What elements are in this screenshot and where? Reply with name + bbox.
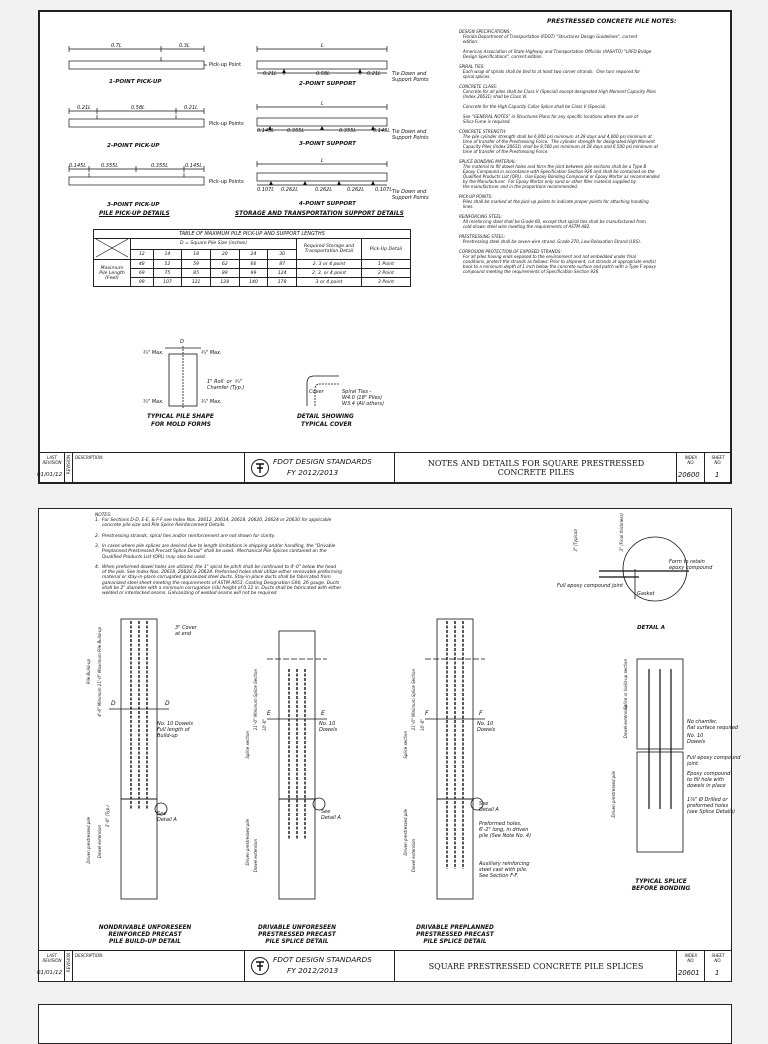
table-cell: 85 [182,269,211,278]
table-cell: 52 [153,260,182,269]
chamfer-label: 1" Roll or ¾" Chamfer (Typ.) [207,379,245,391]
pick-up-point-label: Pick-up Point [209,62,242,68]
epoxy-fill-label: Epoxy compound to fill hole with dowels in place [687,771,731,789]
description-cell [73,453,245,483]
section-d-1: D [111,700,116,707]
vertical-label: Driven prestressed pile [245,819,250,866]
detail-title-2: DRIVABLE UNFORESEEN PRESTRESSED PRECAST PILE SPLICE DETAIL [258,925,336,945]
table-cell: 62 [210,260,239,269]
gasket-label: Gasket [637,591,655,597]
cover-detail-title: DETAIL SHOWING [297,414,354,420]
dim-1pt-b: 0.3L [179,43,190,49]
cover-at-end-label: 3" Cover at end [175,625,197,637]
dim-2pt-a: 0.21L [77,105,91,111]
index-label: INDEX NO. [684,455,698,465]
see-detail-a-3: See Detail A [479,801,499,813]
description-cell [73,951,245,981]
preformed-holes-label: Preformed holes, 6'-2" long, in driven pile (See Note No. 4) [479,821,532,839]
vertical-label: Dowel extension [411,839,416,873]
last-revision-label: LAST REVISION [42,953,62,963]
section-f-1: F [425,710,429,717]
table-cell: 2 Point [362,269,411,278]
sheet-title-cell [395,951,677,981]
size-col: 30 [268,249,297,260]
typical-shape-title-2: FOR MOLD FORMS [151,422,211,428]
shape-d-label: D [180,339,184,345]
dowels-full-label: No. 10 Dowels Full length of Build-up [157,721,193,739]
auxiliary-steel-label: Auxiliary reinforcing steel cast with pile. See Section F-F. [479,861,530,879]
dim-2sup-b: 0.58L [316,71,330,77]
size-col: 18 [182,249,211,260]
sheet-no-label: SHEET NO. [711,455,725,465]
table-cell: 87 [268,260,297,269]
title-block [39,452,731,483]
revision-date: 01/01/12 [37,472,63,478]
table-cell: 69 [131,269,154,278]
four-point-support-label: 4-POINT SUPPORT [299,201,356,207]
vertical-label: Splice section [403,731,408,759]
dim-2sup-c: 0.21L [367,71,381,77]
vertical-label: 21'-0" Minimum Splice Section [411,669,416,731]
two-point-support-label: 2-POINT SUPPORT [299,81,356,87]
table-cell: 121 [182,278,211,287]
spiral-ties-label: Spiral Ties - W4.0 (18" Piles) W3.4 (All others) [342,389,385,407]
detail-a-title: DETAIL A [637,625,666,631]
table-cell: 178 [268,278,297,287]
table-cell: 75 [153,269,182,278]
description-label: DESCRIPTION: [75,953,104,958]
no-chamfer-label: No chamfer, flat surface required [687,719,739,731]
vertical-label: 10'-6" [420,719,425,732]
vertical-label: 2'-6" (Typ.) [105,805,110,828]
table-corner [94,239,131,260]
section-e-1: E [267,710,271,717]
vertical-label: Splice section [245,731,250,759]
table-cell: 3 or 4 point [297,278,362,287]
index-number: 20600 [678,471,700,479]
size-col: 14 [153,249,182,260]
sheet-no-cell [705,453,731,483]
dim-3pt-d: 0.145L [185,163,203,169]
row-label: Maximum Pile Length (Feet) [94,260,131,287]
dim-4sup-b: 0.262L [281,187,299,193]
cover-detail-title-2: TYPICAL COVER [301,422,352,428]
fiscal-year: FY 2012/2013 [287,966,339,975]
section-e-2: E [321,710,325,717]
splice-drawings [39,509,736,983]
max-label-2: ¾" Max. [201,350,222,356]
table-pickup-header: Pick-Up Detail [362,239,411,260]
full-joint-label-2: Full epoxy compound joint [687,755,741,767]
one-point-pickup-label: 1-POINT PICK-UP [109,79,162,85]
table-cell: 59 [182,260,211,269]
vertical-label: 21'-0" Minimum Splice Section [253,669,258,731]
dim-2pt-b: 0.58L [131,105,145,111]
dim-4sup-a: 0.107L [257,187,275,193]
dim-2sup-L: L [321,43,324,49]
vertical-label: 10'-6" [262,719,267,732]
description-label: DESCRIPTION: [75,455,104,460]
revision-date: 01/01/12 [37,970,63,976]
vertical-label: 3" (Typical) [573,529,578,552]
table-cell: 128 [210,278,239,287]
index-number: 20601 [678,969,700,977]
index-cell [677,453,705,483]
title-block-2 [39,950,731,981]
vertical-label: 3" (Final thickness) [619,513,624,552]
table-cell: 48 [131,260,154,269]
three-point-pickup-label: 3-POINT PICK-UP [107,202,160,208]
cover-label: Cover [309,389,324,395]
tie-down-label-1: Tie Down and Support Points [392,71,429,83]
max-label-4: ¾" Max. [201,399,222,405]
see-detail-a-1: See Detail A [157,811,177,823]
dim-1pt-a: 0.7L [111,43,122,49]
dim-3pt-a: 0.145L [69,163,87,169]
three-point-support-label: 3-POINT SUPPORT [299,141,356,147]
vertical-label: Dowel extension [623,705,628,739]
table-cell: 99 [131,278,154,287]
sheet-20601 [37,508,741,982]
table-size-header: D = Square Pile Size (inches) [131,239,297,250]
dim-3sup-L: L [321,101,324,107]
table-cell: 2, 3, or 4 point [297,269,362,278]
table-cell: 1 Point [362,260,411,269]
last-revision-cell [39,453,65,483]
fdot-logo-icon [251,459,269,477]
detail-title-1: NONDRIVABLE UNFORESEEN REINFORCED PRECAST PILE BUILD-UP DETAIL [98,925,192,945]
vertical-label: Driven prestressed pile [611,771,616,818]
max-pile-length-table [93,229,411,287]
table-cell: 3 Point [362,278,411,287]
form-retain-label: Form to retain epoxy compound [669,559,713,571]
tie-down-label-3: Tie Down and Support Points [392,189,429,201]
last-revision-cell [39,951,65,981]
notes-title: PRESTRESSED CONCRETE PILE NOTES: [547,18,677,25]
revision-label: REVISION [66,953,71,973]
vertical-label: Driven prestressed pile [86,817,91,864]
section-f-2: F [479,710,483,717]
org-cell [245,951,395,981]
max-label-3: ¾" Max. [143,399,164,405]
two-point-pickup-label: 2-POINT PICK-UP [107,143,160,149]
max-label-1: ¾" Max. [143,350,164,356]
vertical-label: Dowel extension [97,825,102,859]
dim-3sup-a: 0.145L [257,128,275,134]
dim-2sup-a: 0.21L [263,71,277,77]
size-col: 24 [239,249,268,260]
revision-cell [65,951,73,981]
sheet-title: NOTES AND DETAILS FOR SQUARE PRESTRESSED CONCRETE PILES [427,459,645,477]
prestressed-pile-notes: DESIGN SPECIFICATIONS: Florida Department of Transportation (FDOT) "Structures Design Guidelines", current edition. American Association of State Highway and Transportation Officials (AASHTO) "LRFD Bridge Design Specifications", current edition. SPIRAL TIES: Each wrap of spirals shall be tied to at least two corner strands. One turn required for spiral splices. CONCRETE CLASS: Concrete for all piles shall be Class V (Special) except designated High Moment Capacity Piles (Index 20631) shall be Class VI. Concrete for the High Capacity Collar Splice shall be Class V (Special). See "GENERAL NOTES" in Structures Plans for any specific locations where the use of Silica Fume is required. CONCRETE STRENGTH: The pile cylinder strength shall be 6,000 psi minimum at 28 days and 4,000 psi minimum at time of transfer of the Prestressing Force. The cylinder strength for designated High Moment Capacity Piles (Index 20631) shall be 8,500 psi minimum at 28 days and 6,500 psi minimum at time of transfer of the Prestressing Force. SPLICE BONDING MATERIAL: The material to fill dowel holes and form the joint between pile sections shall be a Type B Epoxy Compound in accordance with Specification Section 926 and shall be contained on the Qualified Products List (QPL). Use Epoxy Bonding Compound or Epoxy Mortar as recommended by the Manufacturer. For Epoxy Mortar only sand or other filler material supplied by the manufacturer and in the proportions recommended. PICK-UP POINTS: Piles shall be marked at the pick-up points to indicate proper points for attaching handling lines. REINFORCING STEEL: All reinforcing steel shall be Grade 60, except that spiral ties shall be manufactured from cold-drawn steel wire meeting the requirements of ASTM A82. PRESTRESSING STEEL: Prestressing steel shall be seven-wire strand, Grade 270, Low-Relaxation Strand (LRS). CORROSION PROTECTION OF EXPOSED STRANDS: For all piles having ends exposed to the environment and not embedded under final conditions, protect the strands as follows: Prior to shipment, cut strands at appropriate end(s) back to a minimum depth of 1 inch below the concrete surface and patch with a Type F epoxy compound meeting the requirements of Specification Section 926. [459,29,660,274]
tie-down-label-2: Tie Down and Support Points [392,129,429,141]
dim-3sup-c: 0.355L [339,128,357,134]
table-storage-header: Required Storage and Transportation Detail [297,239,362,260]
sheet-title-cell [395,453,677,483]
revision-label: REVISION [66,455,71,475]
drilled-holes-label: 1⅝" Ø Drilled or preformed holes (see Splice Details) [687,797,736,815]
org-name: FDOT DESIGN STANDARDS [273,457,372,466]
table-cell: 99 [239,269,268,278]
dim-4sup-e: 0.107L [375,187,393,193]
sheet-number: 1 [715,969,720,977]
pick-up-points-label-2: Pick-up Points [209,121,244,127]
pick-up-points-label-3: Pick-up Points [209,179,244,185]
vertical-label: Splice or build-up section [623,659,628,710]
size-col: 20 [210,249,239,260]
sheet-title: SQUARE PRESTRESSED CONCRETE PILE SPLICES [428,962,644,971]
section-d-2: D [165,700,170,707]
dim-3sup-d: 0.145L [373,128,391,134]
table-cell: 2, 3 or 4 point [297,260,362,269]
dim-2pt-c: 0.21L [184,105,198,111]
vertical-label: Dowel extension [253,839,258,873]
see-detail-a-2: See Detail A [321,809,341,821]
fdot-logo-icon [251,957,269,975]
detail-title-4: TYPICAL SPLICE BEFORE BONDING [631,879,691,892]
sheet-number: 1 [715,471,720,479]
last-revision-label: LAST REVISION [42,455,62,465]
index-cell [677,951,705,981]
dim-4sup-d: 0.262L [347,187,365,193]
splice-notes: NOTES: 1. For Sections D-D, E-E, & F-F see Index Nos. 20612, 20614, 20618, 20620, 20624 or 20630 for applicable concrete pile size and Pile Splice Reinforcement Details. 2. Prestressing strands, spiral ties and/or reinforcement are not shown for clarity. 3. In cases where pile splices are desired due to length limitations in shipping and/or handling, the "Drivable Preplanned Prestressed Precast Splice Detail" shall be used. Mechanical Pile Splices contained on the Qualified Products List (QPL) may also be used. 4. When preformed dowel holes are utilized, the 1" spiral tie pitch shall be continued to 4'-0" below the head of the pile. See Index Nos. 20618, 20620 & 20624. Preformed holes shall utilize either removable preforming material or stay-in-place corrugated galvanized steel ducts. Stay-in-place ducts shall be fabricated from galvanized steel sheet meeting the requirements of ASTM A653, Coating Designation G90, 26 gauge. Ducts shall be 2" diameter with a minimum corrugation (rib) height of 0.12 in. Ducts shall be fabricated with either welded or interlocked seams. Galvanizing of welded seams will not be required. [95,513,342,597]
storage-transport-details-title: STORAGE AND TRANSPORTATION SUPPORT DETAILS [235,211,404,217]
detail-title-3: DRIVABLE PREPLANNED PRESTRESSED PRECAST PILE SPLICE DETAIL [416,925,494,945]
revision-cell [65,453,73,483]
sheet-no-label: SHEET NO. [711,953,725,963]
table-title: TABLE OF MAXIMUM PILE PICK-UP AND SUPPORT LENGTHS [94,230,411,239]
fiscal-year: FY 2012/2013 [287,468,339,477]
org-name: FDOT DESIGN STANDARDS [273,955,372,964]
dowels-label-2: No. 10 Dowels [319,721,338,733]
table-cell: 89 [210,269,239,278]
size-col: 12 [131,249,154,260]
sheet-20600 [38,10,732,484]
org-cell [245,453,395,483]
dowels-label-4: No. 10 Dowels [687,733,706,745]
table-cell: 140 [239,278,268,287]
full-joint-label: Full epoxy compound joint [557,583,624,589]
sheet-next-partial [38,1004,732,1044]
typical-shape-title: TYPICAL PILE SHAPE [147,414,214,420]
index-label: INDEX NO. [684,953,698,963]
vertical-label: 4'-6" Minimum 21'-0" Maximum Pile Build-up [97,627,102,717]
table-cell: 107 [153,278,182,287]
vertical-label: Pile Build-up [86,659,91,684]
dim-3sup-b: 0.355L [287,128,305,134]
vertical-label: Driven prestressed pile [403,809,408,856]
dim-3pt-b: 0.355L [101,163,119,169]
pile-pickup-details-title: PILE PICK-UP DETAILS [99,211,170,217]
dim-4sup-L: L [321,158,324,164]
table-cell: 124 [268,269,297,278]
sheet-no-cell [705,951,731,981]
dim-4sup-c: 0.262L [315,187,333,193]
table-cell: 66 [239,260,268,269]
dowels-label-3: No. 10 Dowels [477,721,496,733]
dim-3pt-c: 0.355L [151,163,169,169]
